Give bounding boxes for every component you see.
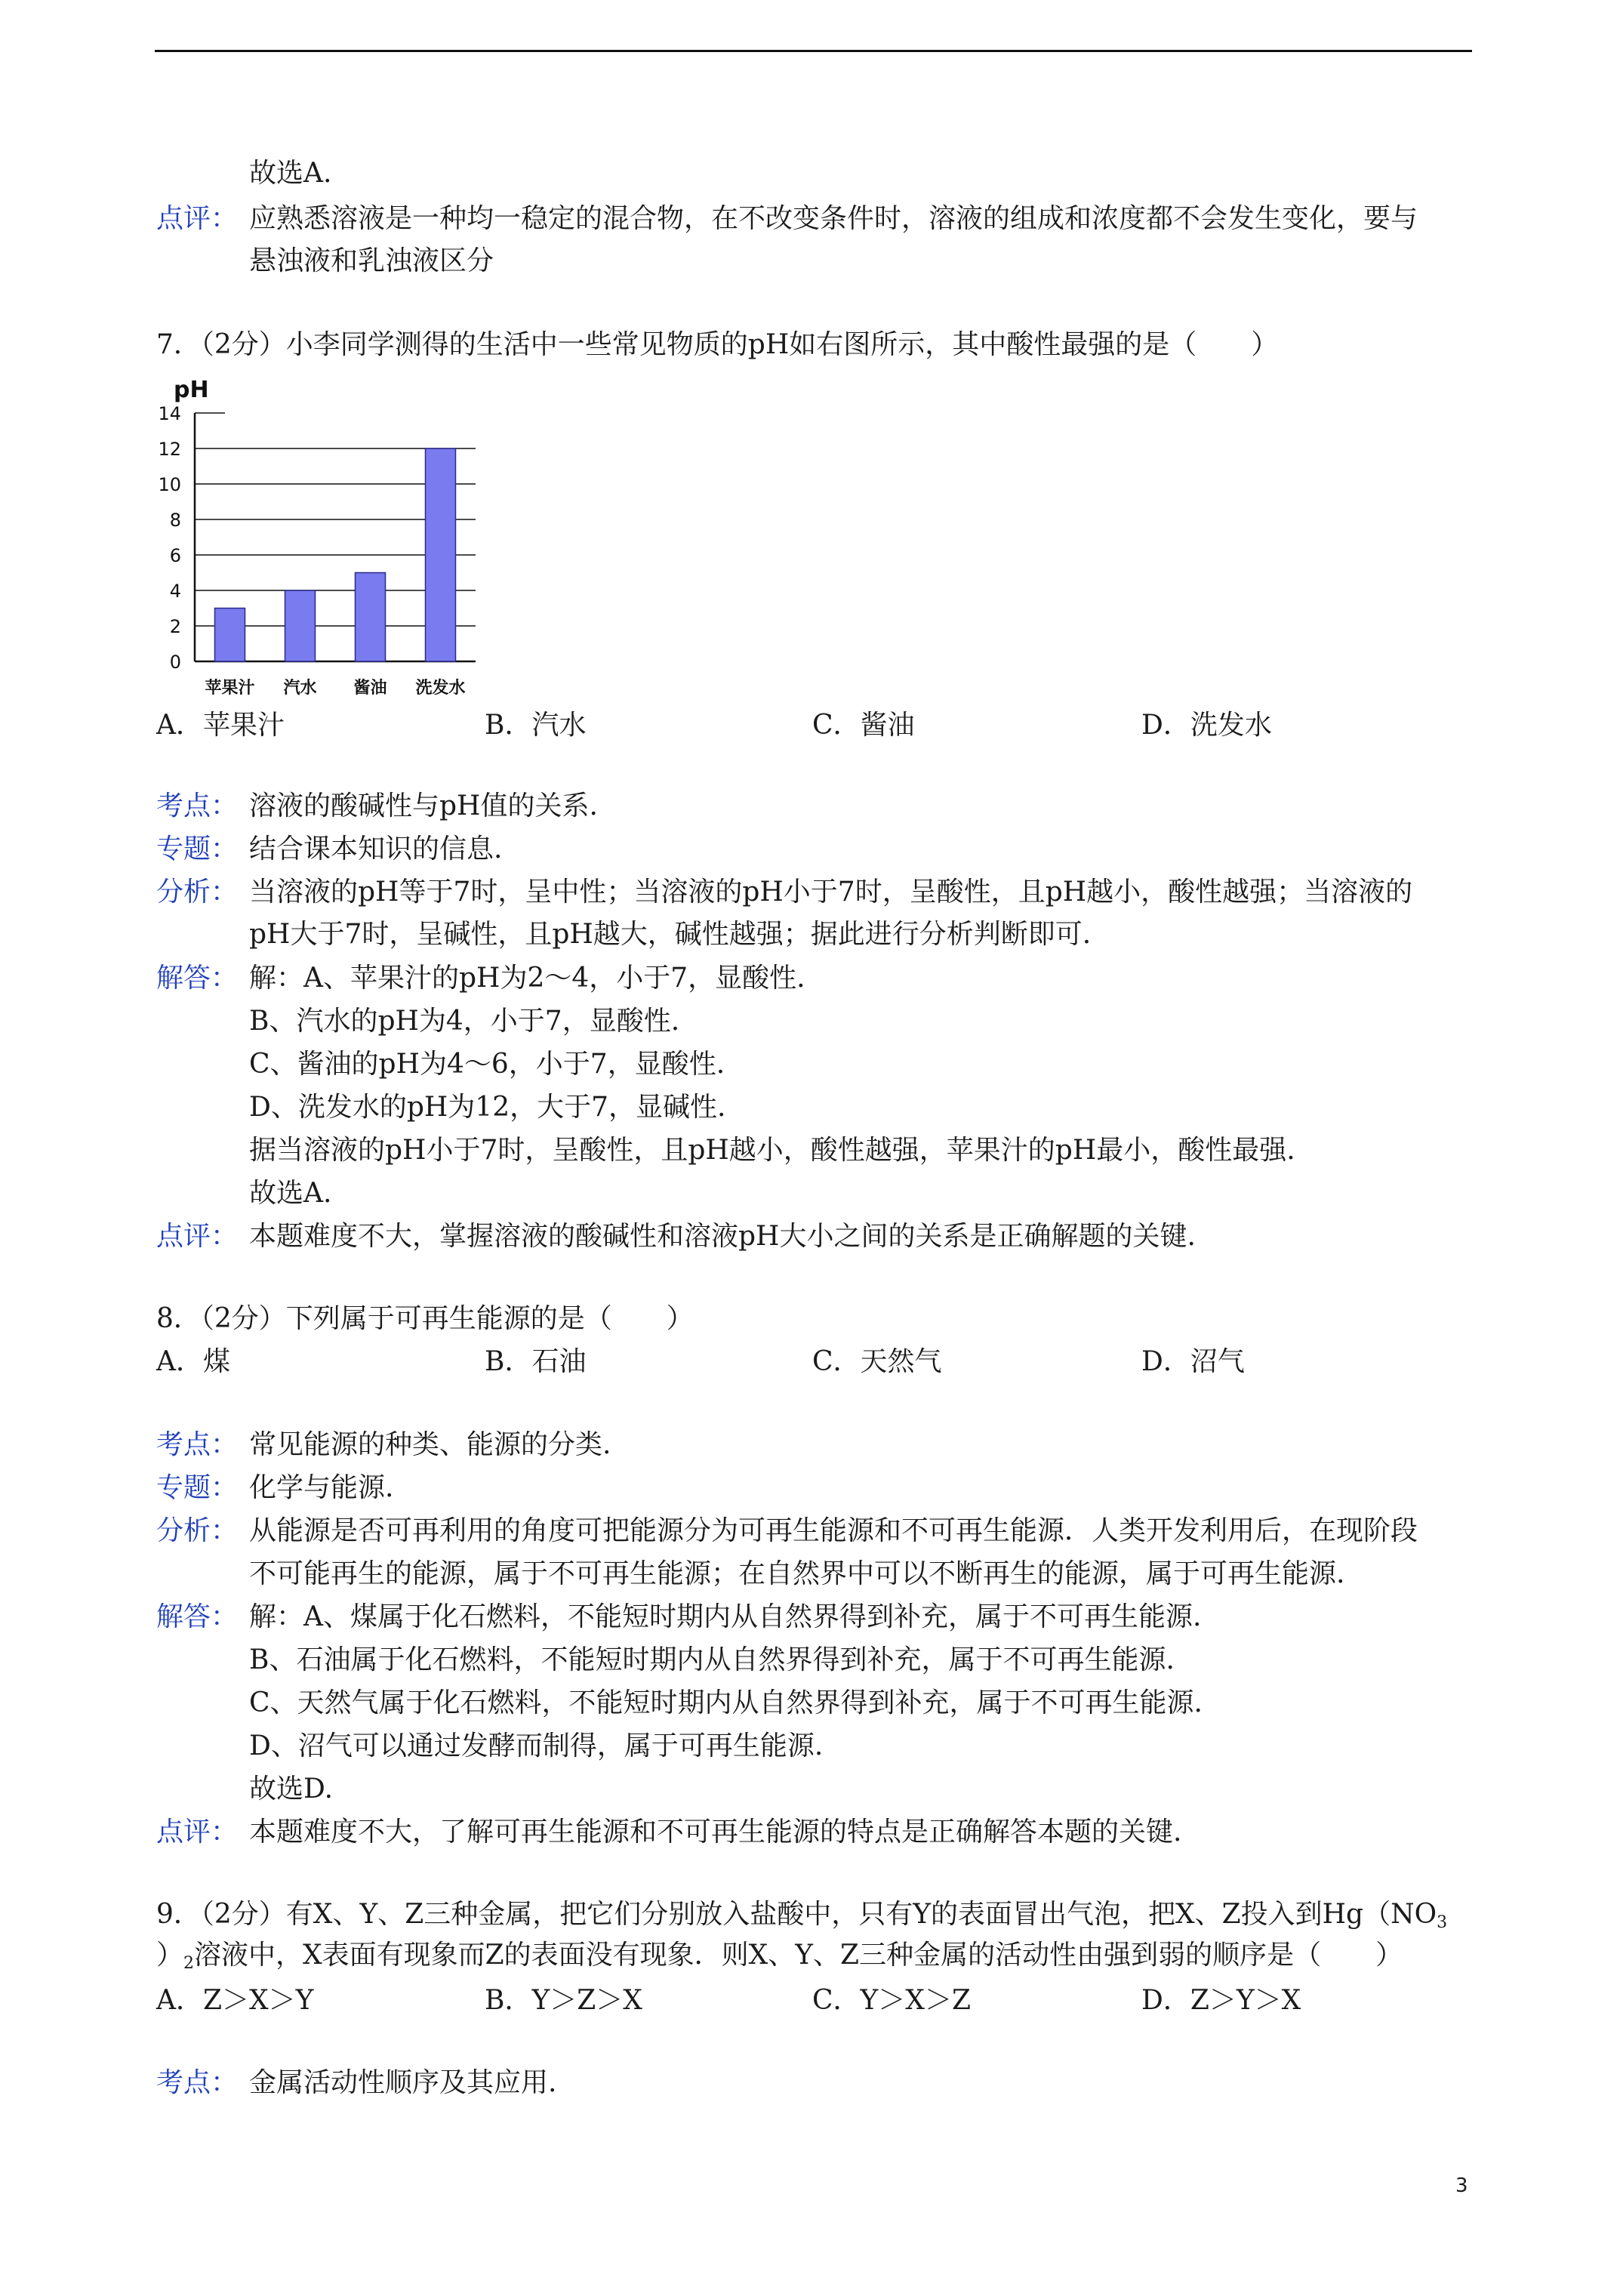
q7-fenxi-2: pH大于7时，呈碱性，且pH越大，碱性越强；据此进行分析判断即可. (249, 919, 1092, 950)
q7-jieda-2: B、汽水的pH为4，小于7，显酸性. (249, 1006, 680, 1037)
q7-dianping: 本题难度不大，掌握溶液的酸碱性和溶液pH大小之间的关系是正确解题的关键. (249, 1221, 1196, 1252)
q7-dianping-label: 点评： (156, 1221, 239, 1252)
q9-stem-line1: 9．（2分）有X、Y、Z三种金属，把它们分别放入盐酸中，只有Y的表面冒出气泡，把X、Z投入到$Hg(NO_3$ (156, 1899, 1448, 1932)
q7-option-a: A．苹果汁 (156, 710, 285, 741)
q8-option-c: C．天然气 (812, 1346, 942, 1377)
q7-fenxi-label: 分析： (156, 877, 239, 908)
y-tick-label: 8 (169, 510, 181, 531)
q7-fenxi-1: 当溶液的pH等于7时，呈中性；当溶液的pH小于7时，呈酸性，且pH越小，酸性越强；当溶液的 (249, 877, 1413, 908)
prev-comment-line1: 应熟悉溶液是一种均一稳定的混合物，在不改变条件时，溶液的组成和浓度都不会发生变化，要与 (249, 203, 1418, 234)
q7-jieda-label: 解答： (156, 963, 239, 994)
q8-jieda-5: 故选D. (249, 1774, 334, 1804)
q8-jieda-2: B、石油属于化石燃料，不能短时期内从自然界得到补充，属于不可再生能源. (249, 1644, 1175, 1675)
prev-comment-label: 点评： (156, 203, 239, 234)
x-tick-label: 酱油 (353, 679, 387, 698)
q9-kaodian: 金属活动性顺序及其应用. (249, 2067, 557, 2098)
q8-jieda-3: C、天然气属于化石燃料，不能短时期内从自然界得到补充，属于不可再生能源. (249, 1687, 1203, 1718)
q9-kaodian-label: 考点： (156, 2067, 239, 2098)
y-tick-label: 0 (169, 652, 181, 673)
prev-comment-line2: 悬浊液和乳浊液区分 (249, 245, 494, 276)
x-tick-label: 汽水 (283, 679, 317, 698)
q8-dianping-label: 点评： (156, 1817, 239, 1848)
q9-option-b: B．Y＞Z＞X (485, 1985, 642, 2016)
q8-jieda-4: D、沼气可以通过发酵而制得，属于可再生能源. (249, 1730, 824, 1761)
q8-kaodian: 常见能源的种类、能源的分类. (249, 1429, 611, 1460)
y-tick-label: 4 (169, 581, 181, 602)
q7-option-c: C．酱油 (812, 710, 915, 741)
bar-洗发水 (426, 448, 456, 661)
q7-jieda-3: C、酱油的pH为4～6，小于7，显酸性. (249, 1049, 725, 1080)
page-number: 3 (1455, 2174, 1468, 2197)
q8-fenxi-2: 不可能再生的能源，属于不可再生能源；在自然界中可以不断再生的能源，属于可再生能源. (249, 1558, 1345, 1589)
q7-kaodian-label: 考点： (156, 791, 239, 821)
q7-jieda-4: D、洗发水的pH为12，大于7，显碱性. (249, 1092, 726, 1123)
q8-jieda-1: 解：A、煤属于化石燃料，不能短时期内从自然界得到补充，属于不可再生能源. (249, 1601, 1202, 1632)
q9-option-c: C．Y＞X＞Z (812, 1985, 971, 2016)
q7-zhuanti-label: 专题： (156, 834, 239, 864)
prev-conclusion: 故选A. (249, 158, 332, 189)
q8-stem: 8．（2分）下列属于可再生能源的是（ ） (156, 1303, 694, 1334)
bar-苹果汁 (215, 609, 245, 662)
q8-dianping: 本题难度不大，了解可再生能源和不可再生能源的特点是正确解答本题的关键. (249, 1817, 1182, 1848)
x-tick-label: 洗发水 (415, 679, 466, 698)
y-tick-label: 10 (158, 474, 181, 495)
q7-zhuanti: 结合课本知识的信息. (249, 834, 503, 864)
q9-stem-line2: ）$_2$溶液中，X表面有现象而Z的表面没有现象．则X、Y、Z三种金属的活动性由强到弱的顺序是（ ） (156, 1940, 1403, 1973)
bar-汽水 (285, 590, 316, 661)
ph-bar-chart (151, 370, 491, 702)
q9-option-d: D．Z＞Y＞X (1141, 1985, 1301, 2016)
y-tick-label: 2 (169, 616, 181, 637)
chart-ylabel: pH (174, 377, 209, 403)
q8-option-d: D．沼气 (1141, 1346, 1245, 1377)
q7-kaodian: 溶液的酸碱性与pH值的关系. (249, 791, 598, 821)
q7-jieda-1: 解：A、苹果汁的pH为2～4，小于7，显酸性. (249, 963, 805, 994)
q7-stem: 7．（2分）小李同学测得的生活中一些常见物质的pH如右图所示，其中酸性最强的是（ ） (156, 329, 1279, 360)
bar-酱油 (356, 573, 386, 662)
q8-kaodian-label: 考点： (156, 1429, 239, 1460)
q8-option-b: B．石油 (485, 1346, 587, 1377)
q8-option-a: A．煤 (156, 1346, 230, 1377)
q8-fenxi-label: 分析： (156, 1515, 239, 1546)
y-tick-label: 14 (158, 403, 181, 424)
q7-jieda-5: 据当溶液的pH小于7时，呈酸性，且pH越小，酸性越强，苹果汁的pH最小，酸性最强. (249, 1135, 1295, 1166)
q8-fenxi-1: 从能源是否可再利用的角度可把能源分为可再生能源和不可再生能源．人类开发利用后，在现阶段 (249, 1515, 1418, 1546)
q8-jieda-label: 解答： (156, 1601, 239, 1632)
q7-option-d: D．洗发水 (1141, 710, 1272, 741)
q9-option-a: A．Z＞X＞Y (156, 1985, 314, 2016)
y-tick-label: 12 (158, 439, 181, 460)
y-tick-label: 6 (169, 545, 181, 566)
q8-zhuanti: 化学与能源. (249, 1472, 394, 1503)
header-rule (155, 50, 1472, 52)
q7-option-b: B．汽水 (485, 710, 587, 741)
x-tick-label: 苹果汁 (205, 679, 255, 698)
q7-jieda-6: 故选A. (249, 1178, 332, 1209)
q8-zhuanti-label: 专题： (156, 1472, 239, 1503)
